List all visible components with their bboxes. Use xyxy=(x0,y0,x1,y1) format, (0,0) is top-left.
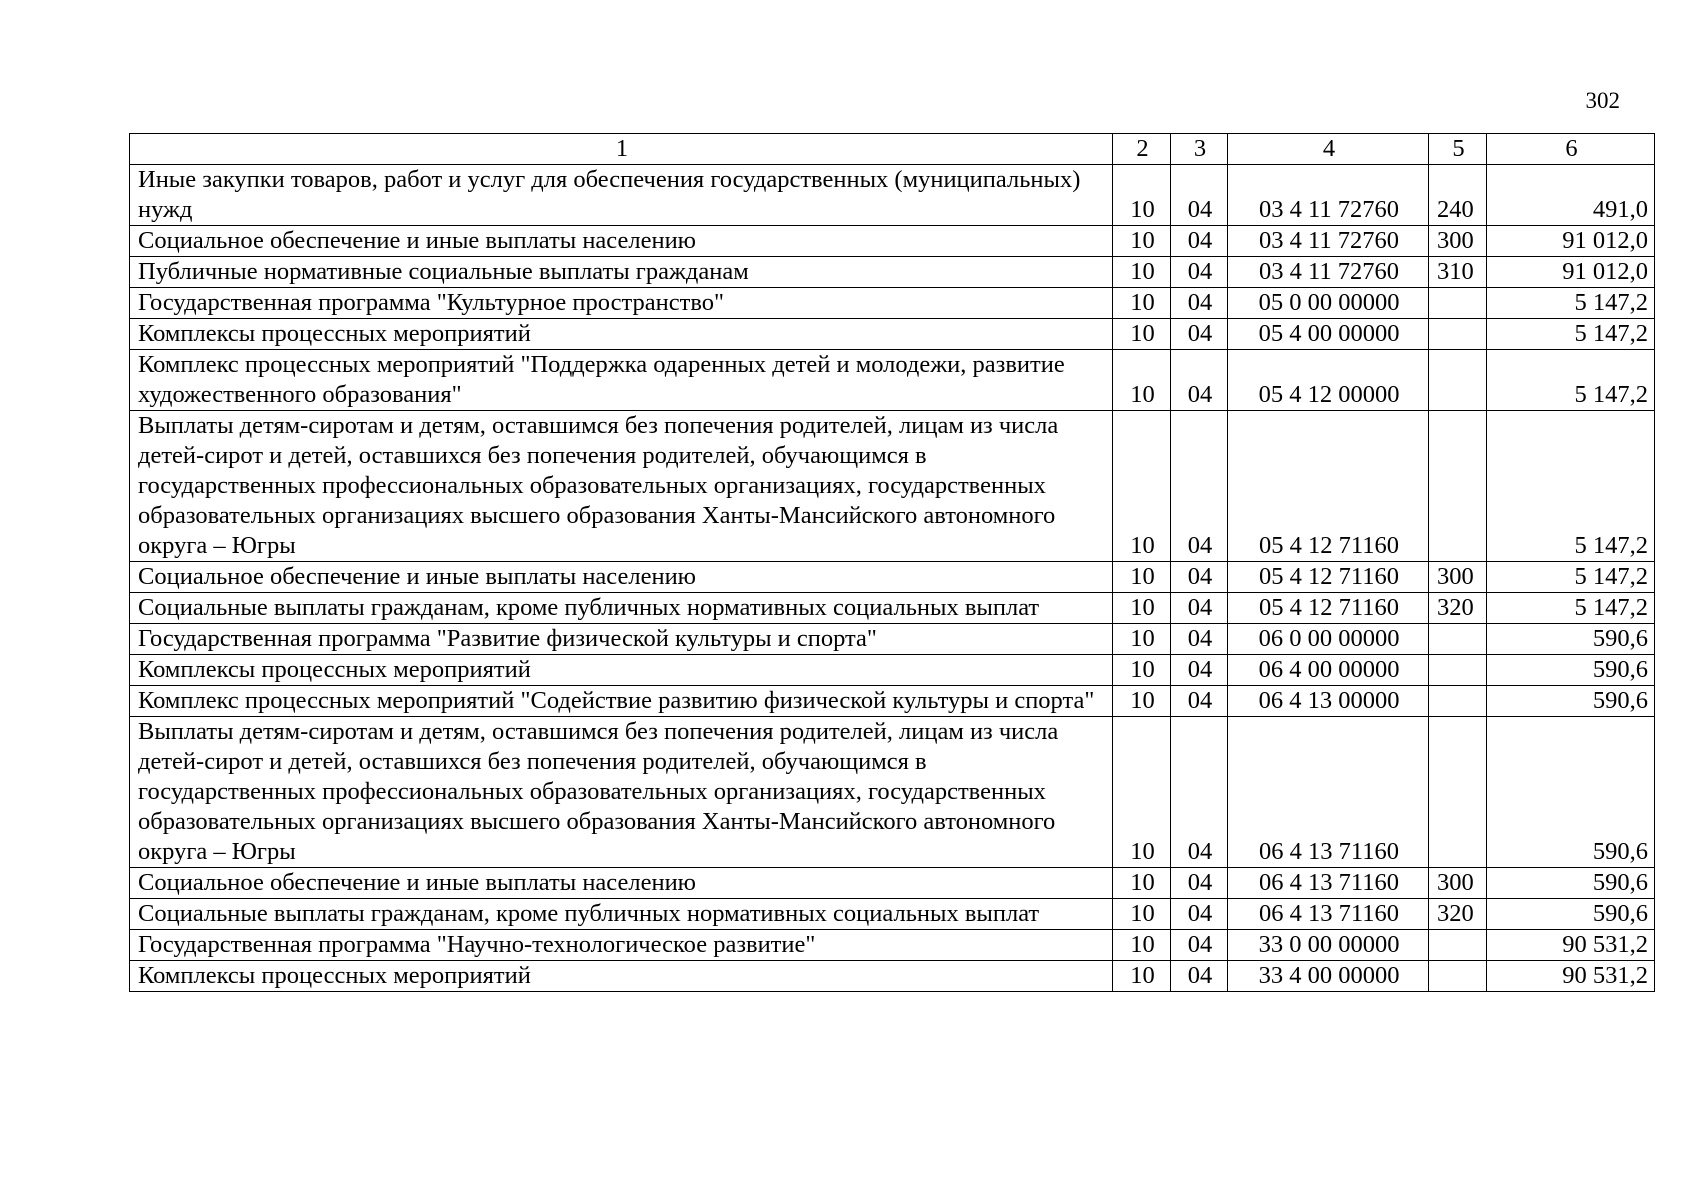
cell-target-article: 06 4 13 71160 xyxy=(1228,899,1429,930)
cell-section: 10 xyxy=(1113,961,1171,992)
cell-subsection: 04 xyxy=(1171,593,1228,624)
header-col-4: 4 xyxy=(1228,134,1429,165)
cell-amount: 590,6 xyxy=(1487,899,1655,930)
header-col-1: 1 xyxy=(130,134,1113,165)
table-body xyxy=(130,165,1655,992)
cell-subsection: 04 xyxy=(1171,411,1228,562)
cell-section: 10 xyxy=(1113,257,1171,288)
cell-expense-type: 300 xyxy=(1429,562,1487,593)
table-row xyxy=(130,562,1655,593)
cell-section: 10 xyxy=(1113,288,1171,319)
cell-section: 10 xyxy=(1113,165,1171,226)
cell-name: Выплаты детям-сиротам и детям, оставшимся без попечения родителей, лицам из числа детей-сирот и детей, оставшихся без попечения родителей, обучающимся в государственных профессиональных образовательных организациях, государственных образовательных организациях высшего образования Ханты-Мансийского автономного округа – Югры xyxy=(130,717,1113,868)
cell-target-article: 05 4 12 71160 xyxy=(1228,593,1429,624)
cell-amount: 5 147,2 xyxy=(1487,350,1655,411)
cell-name: Комплекс процессных мероприятий "Содействие развитию физической культуры и спорта" xyxy=(130,686,1113,717)
cell-section: 10 xyxy=(1113,868,1171,899)
header-col-5: 5 xyxy=(1429,134,1487,165)
header-col-2: 2 xyxy=(1113,134,1171,165)
cell-section: 10 xyxy=(1113,411,1171,562)
cell-section: 10 xyxy=(1113,350,1171,411)
cell-name: Комплексы процессных мероприятий xyxy=(130,655,1113,686)
cell-subsection: 04 xyxy=(1171,961,1228,992)
cell-amount: 491,0 xyxy=(1487,165,1655,226)
cell-name: Выплаты детям-сиротам и детям, оставшимся без попечения родителей, лицам из числа детей-сирот и детей, оставшихся без попечения родителей, обучающимся в государственных профессиональных образовательных организациях, государственных образовательных организациях высшего образования Ханты-Мансийского автономного округа – Югры xyxy=(130,411,1113,562)
table-row xyxy=(130,899,1655,930)
table-row xyxy=(130,717,1655,868)
cell-target-article: 33 4 00 00000 xyxy=(1228,961,1429,992)
cell-section: 10 xyxy=(1113,562,1171,593)
cell-name: Социальное обеспечение и иные выплаты населению xyxy=(130,226,1113,257)
cell-expense-type: 300 xyxy=(1429,226,1487,257)
cell-section: 10 xyxy=(1113,686,1171,717)
cell-target-article: 03 4 11 72760 xyxy=(1228,257,1429,288)
cell-amount: 590,6 xyxy=(1487,655,1655,686)
cell-expense-type xyxy=(1429,319,1487,350)
cell-expense-type xyxy=(1429,350,1487,411)
cell-expense-type xyxy=(1429,655,1487,686)
cell-subsection: 04 xyxy=(1171,624,1228,655)
table-row xyxy=(130,868,1655,899)
cell-name: Публичные нормативные социальные выплаты гражданам xyxy=(130,257,1113,288)
cell-name: Государственная программа "Научно-технологическое развитие" xyxy=(130,930,1113,961)
cell-expense-type: 320 xyxy=(1429,593,1487,624)
cell-subsection: 04 xyxy=(1171,562,1228,593)
cell-amount: 590,6 xyxy=(1487,686,1655,717)
header-col-6: 6 xyxy=(1487,134,1655,165)
cell-section: 10 xyxy=(1113,226,1171,257)
cell-amount: 5 147,2 xyxy=(1487,562,1655,593)
cell-expense-type: 240 xyxy=(1429,165,1487,226)
table-row xyxy=(130,593,1655,624)
cell-target-article: 06 4 13 71160 xyxy=(1228,868,1429,899)
cell-amount: 590,6 xyxy=(1487,868,1655,899)
table-row xyxy=(130,961,1655,992)
table-row xyxy=(130,257,1655,288)
cell-target-article: 33 0 00 00000 xyxy=(1228,930,1429,961)
cell-section: 10 xyxy=(1113,593,1171,624)
cell-target-article: 06 4 13 00000 xyxy=(1228,686,1429,717)
table-row xyxy=(130,930,1655,961)
table-row xyxy=(130,165,1655,226)
cell-name: Социальное обеспечение и иные выплаты населению xyxy=(130,562,1113,593)
cell-target-article: 06 0 00 00000 xyxy=(1228,624,1429,655)
cell-target-article: 05 4 12 00000 xyxy=(1228,350,1429,411)
cell-amount: 90 531,2 xyxy=(1487,930,1655,961)
cell-name: Социальные выплаты гражданам, кроме публичных нормативных социальных выплат xyxy=(130,899,1113,930)
header-col-3: 3 xyxy=(1171,134,1228,165)
cell-expense-type xyxy=(1429,930,1487,961)
table-row xyxy=(130,226,1655,257)
cell-target-article: 05 0 00 00000 xyxy=(1228,288,1429,319)
cell-subsection: 04 xyxy=(1171,319,1228,350)
cell-name: Социальное обеспечение и иные выплаты населению xyxy=(130,868,1113,899)
cell-subsection: 04 xyxy=(1171,350,1228,411)
cell-amount: 5 147,2 xyxy=(1487,319,1655,350)
cell-section: 10 xyxy=(1113,930,1171,961)
cell-target-article: 06 4 00 00000 xyxy=(1228,655,1429,686)
cell-expense-type: 320 xyxy=(1429,899,1487,930)
cell-expense-type xyxy=(1429,411,1487,562)
cell-amount: 5 147,2 xyxy=(1487,593,1655,624)
table-row xyxy=(130,655,1655,686)
cell-section: 10 xyxy=(1113,717,1171,868)
cell-expense-type xyxy=(1429,961,1487,992)
cell-name: Комплекс процессных мероприятий "Поддержка одаренных детей и молодежи, развитие художественного образования" xyxy=(130,350,1113,411)
cell-target-article: 06 4 13 71160 xyxy=(1228,717,1429,868)
cell-subsection: 04 xyxy=(1171,226,1228,257)
header-row xyxy=(130,134,1655,165)
cell-name: Комплексы процессных мероприятий xyxy=(130,961,1113,992)
cell-target-article: 03 4 11 72760 xyxy=(1228,226,1429,257)
page-number: 302 xyxy=(1585,88,1620,113)
cell-section: 10 xyxy=(1113,319,1171,350)
cell-expense-type xyxy=(1429,717,1487,868)
cell-section: 10 xyxy=(1113,899,1171,930)
cell-target-article: 05 4 12 71160 xyxy=(1228,562,1429,593)
cell-expense-type xyxy=(1429,624,1487,655)
cell-section: 10 xyxy=(1113,624,1171,655)
cell-target-article: 05 4 12 71160 xyxy=(1228,411,1429,562)
cell-amount: 590,6 xyxy=(1487,624,1655,655)
table-row xyxy=(130,624,1655,655)
cell-subsection: 04 xyxy=(1171,899,1228,930)
cell-expense-type: 310 xyxy=(1429,257,1487,288)
cell-subsection: 04 xyxy=(1171,930,1228,961)
cell-target-article: 03 4 11 72760 xyxy=(1228,165,1429,226)
cell-subsection: 04 xyxy=(1171,655,1228,686)
cell-subsection: 04 xyxy=(1171,717,1228,868)
cell-expense-type xyxy=(1429,288,1487,319)
cell-name: Иные закупки товаров, работ и услуг для обеспечения государственных (муниципальных) нужд xyxy=(130,165,1113,226)
cell-amount: 590,6 xyxy=(1487,717,1655,868)
cell-name: Государственная программа "Развитие физической культуры и спорта" xyxy=(130,624,1113,655)
cell-name: Государственная программа "Культурное пространство" xyxy=(130,288,1113,319)
table-row xyxy=(130,288,1655,319)
table-row xyxy=(130,350,1655,411)
cell-expense-type: 300 xyxy=(1429,868,1487,899)
cell-name: Комплексы процессных мероприятий xyxy=(130,319,1113,350)
cell-amount: 5 147,2 xyxy=(1487,411,1655,562)
table-row xyxy=(130,686,1655,717)
cell-subsection: 04 xyxy=(1171,288,1228,319)
budget-table xyxy=(129,133,1655,992)
cell-subsection: 04 xyxy=(1171,165,1228,226)
cell-subsection: 04 xyxy=(1171,868,1228,899)
table-row xyxy=(130,319,1655,350)
cell-subsection: 04 xyxy=(1171,257,1228,288)
cell-amount: 91 012,0 xyxy=(1487,257,1655,288)
cell-amount: 5 147,2 xyxy=(1487,288,1655,319)
table-row xyxy=(130,411,1655,562)
cell-amount: 90 531,2 xyxy=(1487,961,1655,992)
cell-section: 10 xyxy=(1113,655,1171,686)
cell-name: Социальные выплаты гражданам, кроме публичных нормативных социальных выплат xyxy=(130,593,1113,624)
cell-target-article: 05 4 00 00000 xyxy=(1228,319,1429,350)
cell-subsection: 04 xyxy=(1171,686,1228,717)
cell-expense-type xyxy=(1429,686,1487,717)
cell-amount: 91 012,0 xyxy=(1487,226,1655,257)
